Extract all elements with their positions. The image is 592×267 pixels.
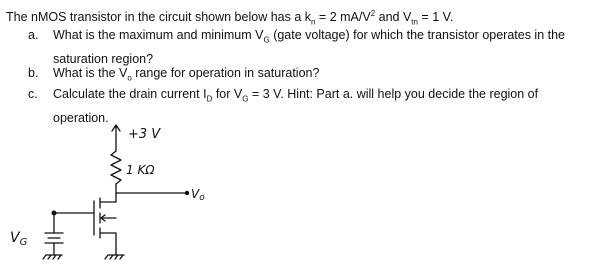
question-letter: b. <box>28 66 39 80</box>
resistor-label: 1 KΩ <box>126 163 155 177</box>
source-ground <box>105 255 124 259</box>
gate-voltage-source <box>45 233 63 255</box>
question-text: What is the maximum and minimum $V_G$ (gate voltage) for which the transistor operates in the saturation region? <box>53 28 566 66</box>
question-letter: c. <box>28 87 38 101</box>
question-letter: a. <box>28 28 39 42</box>
question-b <box>28 64 592 88</box>
gate-ground <box>43 255 62 259</box>
question-text: Calculate the drain current $I_D$ for $V_G = 3$ V. Hint: Part a. will help you decide the region of operation. <box>53 87 539 125</box>
question-text: What is the $V_o$ range for operation in saturation? <box>53 66 320 83</box>
problem-intro: The nMOS transistor in the circuit shown below has a $k_n = 2$ $mA/V^2$ and $V_{tn} = 1$ V. <box>6 9 454 27</box>
output-label: Vo <box>191 187 205 203</box>
gate-voltage-label: $V_G$ <box>10 230 28 248</box>
supply-arrow <box>112 125 120 138</box>
question-a <box>28 26 592 69</box>
drain-resistor <box>111 151 121 184</box>
supply-label: +3 V <box>128 127 161 142</box>
nmos-circuit-diagram <box>0 118 260 267</box>
